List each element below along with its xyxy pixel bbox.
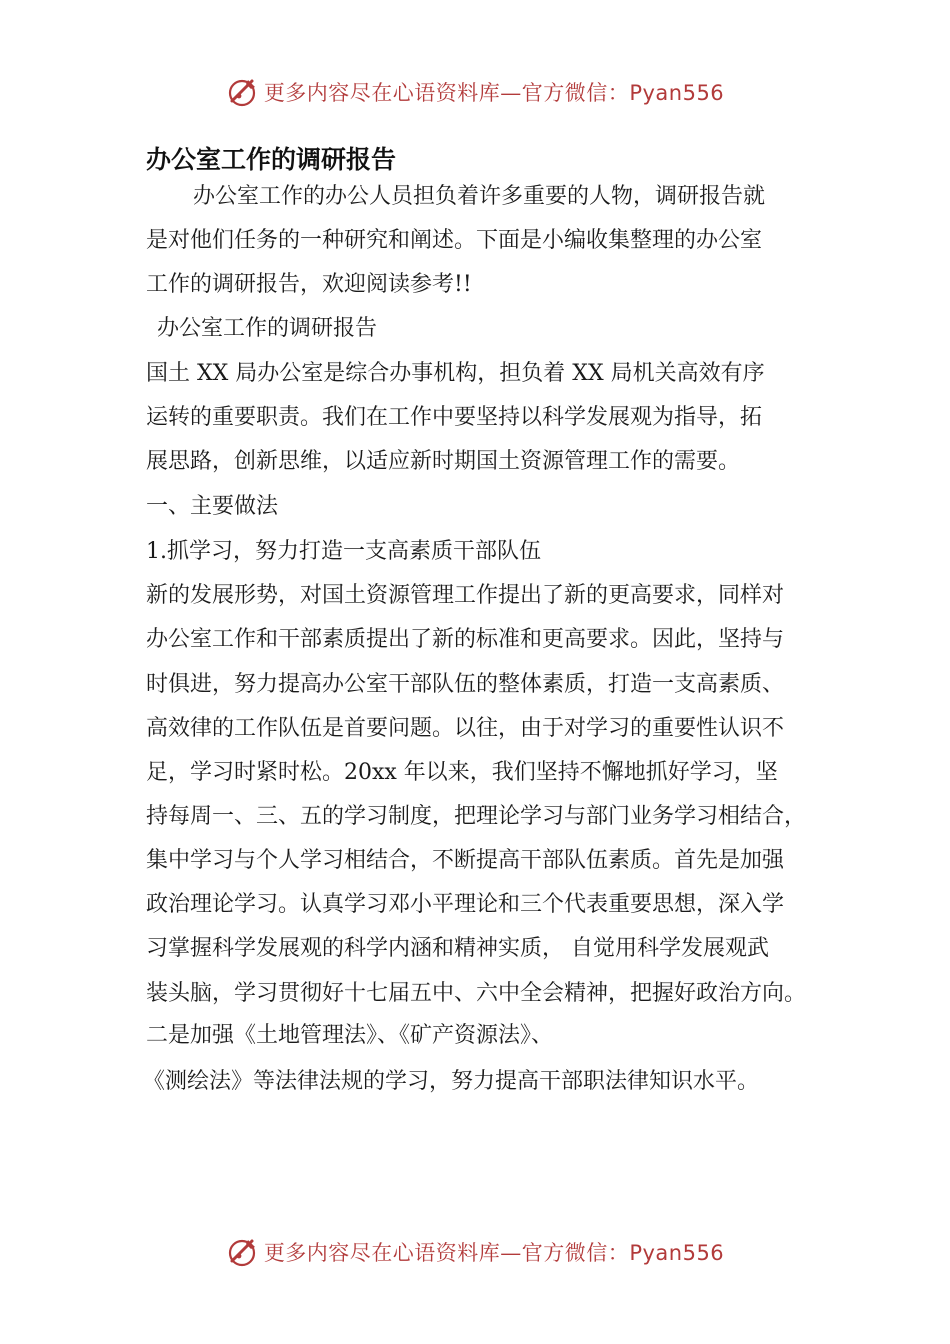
banner-text: 更多内容尽在心语资料库—官方微信：Pyan556 <box>263 1241 725 1265</box>
paragraph-line: 持每周一、三、五的学习制度，把理论学习与部门业务学习相结合， <box>146 804 807 829</box>
paragraph-line: 二是加强《土地管理法》、《矿产资源法》、 <box>146 1023 554 1048</box>
paragraph-line: 高效律的工作队伍是首要问题。以往，由于对学习的重要性认识不 <box>146 716 785 741</box>
paragraph-line: 办公室工作的办公人员担负着许多重要的人物，调研报告就 <box>193 184 766 209</box>
paragraph-line: 《测绘法》等法律法规的学习，努力提高干部职法律知识水平。 <box>143 1069 760 1094</box>
pen-logo-icon <box>226 75 260 109</box>
paragraph-line: 工作的调研报告，欢迎阅读参考!! <box>146 272 472 297</box>
banner-text: 更多内容尽在心语资料库—官方微信：Pyan556 <box>263 81 725 105</box>
paragraph-line: 新的发展形势，对国土资源管理工作提出了新的更高要求，同样对 <box>146 583 785 608</box>
paragraph-line: 政治理论学习。认真学习邓小平理论和三个代表重要思想，深入学 <box>146 892 785 917</box>
section-heading: 办公室工作的调研报告 <box>157 316 378 341</box>
paragraph-line: 装头脑，学习贯彻好十七届五中、六中全会精神，把握好政治方向。 <box>146 981 807 1006</box>
footer-banner <box>0 1232 950 1272</box>
header-banner <box>0 72 950 112</box>
banner-wechat-id: Pyan556 <box>629 81 725 105</box>
paragraph-line: 办公室工作和干部素质提出了新的标准和更高要求。因此，坚持与 <box>146 627 785 652</box>
subsection-heading: 1.抓学习，努力打造一支高素质干部队伍 <box>146 539 541 564</box>
paragraph-line: 集中学习与个人学习相结合，不断提高干部队伍素质。首先是加强 <box>146 848 785 873</box>
paragraph-line: 展思路，创新思维，以适应新时期国土资源管理工作的需要。 <box>146 449 741 474</box>
paragraph-line: 运转的重要职责。我们在工作中要坚持以科学发展观为指导，拓 <box>146 405 763 430</box>
paragraph-line: 时俱进，努力提高办公室干部队伍的整体素质，打造一支高素质、 <box>146 672 785 697</box>
paragraph-line: 足，学习时紧时松。20xx 年以来，我们坚持不懈地抓好学习，坚 <box>146 760 778 785</box>
paragraph-line: 国土 XX 局办公室是综合办事机构，担负着 XX 局机关高效有序 <box>146 361 765 386</box>
banner-wechat-id: Pyan556 <box>629 1241 725 1265</box>
paragraph-line: 是对他们任务的一种研究和阐述。下面是小编收集整理的办公室 <box>146 228 763 253</box>
pen-logo-icon <box>226 1235 260 1269</box>
section-heading: 一、主要做法 <box>146 494 279 519</box>
document-title: 办公室工作的调研报告 <box>146 145 397 174</box>
paragraph-line: 习掌握科学发展观的科学内涵和精神实质， 自觉用科学发展观武 <box>146 936 769 961</box>
